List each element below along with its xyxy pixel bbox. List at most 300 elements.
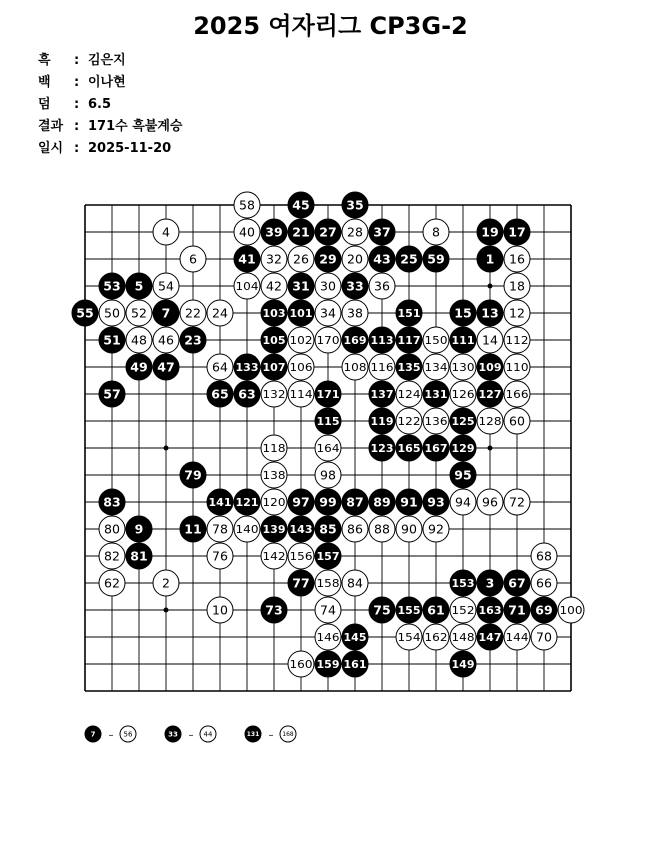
- white-stone: [342, 219, 368, 245]
- move-number: 165: [397, 442, 421, 455]
- black-stone: [450, 570, 476, 596]
- move-number: 129: [451, 442, 475, 455]
- white-stone: [234, 273, 260, 299]
- move-number: 156: [289, 550, 313, 563]
- black-stone: [477, 570, 503, 596]
- black-stone: [342, 327, 368, 353]
- black-stone: [531, 597, 557, 623]
- move-number: 144: [505, 631, 529, 644]
- black-stone: [99, 381, 125, 407]
- move-number: 120: [262, 496, 286, 509]
- move-number: 131: [424, 388, 448, 401]
- white-stone: [261, 273, 287, 299]
- black-stone: [450, 651, 476, 677]
- white-stone: [504, 246, 530, 272]
- black-stone: [126, 354, 152, 380]
- black-stone: [423, 435, 449, 461]
- move-number: 112: [505, 334, 529, 347]
- move-number: 48: [131, 332, 147, 348]
- black-stone: [261, 597, 287, 623]
- move-number: 85: [319, 521, 337, 537]
- black-stone: [234, 246, 260, 272]
- move-number: 12: [509, 305, 525, 321]
- move-number: 98: [320, 467, 336, 483]
- black-stone: [423, 246, 449, 272]
- white-stone: [288, 246, 314, 272]
- black-stone: [234, 381, 260, 407]
- info-sep: :: [74, 97, 80, 112]
- black-stone: [396, 435, 422, 461]
- white-stone: [423, 219, 449, 245]
- legend-separator: –: [188, 730, 194, 741]
- legend-item: [165, 726, 216, 742]
- move-number: 169: [343, 334, 367, 347]
- black-stone: [99, 273, 125, 299]
- move-number: 145: [343, 631, 367, 644]
- move-number: 39: [265, 224, 283, 240]
- move-number: 27: [319, 224, 337, 240]
- black-stone: [261, 327, 287, 353]
- move-number: 116: [370, 361, 394, 374]
- move-number: 78: [212, 521, 228, 537]
- move-number: 68: [536, 548, 552, 564]
- move-number: 7: [161, 305, 171, 321]
- black-stone: [396, 246, 422, 272]
- white-stone: [280, 726, 296, 742]
- move-number: 16: [509, 251, 525, 267]
- move-number: 64: [212, 359, 228, 375]
- white-stone: [315, 327, 341, 353]
- move-number: 49: [130, 359, 148, 375]
- white-stone: [288, 543, 314, 569]
- white-stone: [153, 570, 179, 596]
- move-number: 130: [451, 361, 475, 374]
- white-stone: [342, 570, 368, 596]
- move-number: 21: [292, 224, 310, 240]
- move-number: 72: [509, 494, 525, 510]
- black-stone: [423, 489, 449, 515]
- white-stone: [315, 624, 341, 650]
- black-stone: [180, 462, 206, 488]
- move-number: 113: [370, 334, 394, 347]
- white-stone: [99, 300, 125, 326]
- white-stone: [450, 597, 476, 623]
- move-number: 6: [189, 251, 197, 267]
- black-stone: [207, 381, 233, 407]
- black-stone: [261, 516, 287, 542]
- black-stone: [369, 597, 395, 623]
- white-stone: [153, 219, 179, 245]
- move-number: 47: [157, 359, 175, 375]
- move-number: 97: [292, 494, 310, 510]
- white-stone: [504, 300, 530, 326]
- move-legend: [85, 726, 296, 742]
- white-stone: [200, 726, 216, 742]
- move-number: 137: [370, 388, 394, 401]
- move-number: 161: [343, 658, 367, 671]
- move-number: 152: [451, 604, 475, 617]
- move-number: 146: [316, 631, 340, 644]
- black-stone: [504, 597, 530, 623]
- move-number: 154: [397, 631, 421, 644]
- move-number: 56: [123, 730, 133, 739]
- move-number: 110: [505, 361, 529, 374]
- move-number: 125: [451, 415, 475, 428]
- star-point: [164, 608, 169, 613]
- move-number: 36: [374, 278, 390, 294]
- move-number: 32: [266, 251, 282, 267]
- white-stone: [342, 354, 368, 380]
- white-stone: [261, 462, 287, 488]
- move-number: 124: [397, 388, 421, 401]
- move-number: 73: [265, 602, 283, 618]
- move-number: 19: [481, 224, 499, 240]
- white-stone: [423, 327, 449, 353]
- move-number: 99: [319, 494, 337, 510]
- move-number: 101: [289, 307, 313, 320]
- move-number: 86: [347, 521, 363, 537]
- white-stone: [234, 516, 260, 542]
- black-stone: [126, 543, 152, 569]
- black-stone: [261, 300, 287, 326]
- white-stone: [423, 516, 449, 542]
- move-number: 45: [292, 197, 310, 213]
- move-number: 119: [370, 415, 394, 428]
- white-stone: [450, 381, 476, 407]
- white-stone: [504, 624, 530, 650]
- move-number: 105: [262, 334, 286, 347]
- white-stone: [450, 354, 476, 380]
- black-stone: [153, 354, 179, 380]
- move-number: 83: [103, 494, 121, 510]
- move-number: 94: [455, 494, 471, 510]
- black-stone: [180, 327, 206, 353]
- black-stone: [261, 354, 287, 380]
- white-stone: [99, 516, 125, 542]
- black-stone: [396, 327, 422, 353]
- move-number: 136: [424, 415, 448, 428]
- move-number: 166: [505, 388, 529, 401]
- white-stone: [207, 354, 233, 380]
- info-value-black-player: 김은지: [88, 53, 126, 68]
- move-number: 123: [370, 442, 394, 455]
- move-number: 171: [316, 388, 340, 401]
- move-number: 114: [289, 388, 313, 401]
- move-number: 150: [424, 334, 448, 347]
- black-stone: [99, 327, 125, 353]
- move-number: 89: [373, 494, 391, 510]
- white-stone: [126, 300, 152, 326]
- legend-separator: –: [268, 730, 274, 741]
- white-stone: [207, 543, 233, 569]
- move-number: 167: [424, 442, 448, 455]
- move-number: 55: [76, 305, 94, 321]
- move-number: 115: [316, 415, 340, 428]
- move-number: 93: [427, 494, 445, 510]
- black-stone: [477, 300, 503, 326]
- black-stone: [504, 570, 530, 596]
- move-number: 9: [134, 521, 144, 537]
- info-sep: :: [74, 141, 80, 156]
- move-number: 121: [235, 496, 259, 509]
- move-number: 76: [212, 548, 228, 564]
- move-number: 50: [104, 305, 120, 321]
- black-stone: [450, 408, 476, 434]
- move-number: 61: [427, 602, 445, 618]
- move-number: 117: [397, 334, 421, 347]
- move-number: 30: [320, 278, 336, 294]
- black-stone: [396, 597, 422, 623]
- black-stone: [369, 435, 395, 461]
- white-stone: [396, 624, 422, 650]
- move-number: 40: [239, 224, 255, 240]
- white-stone: [369, 354, 395, 380]
- black-stone: [234, 354, 260, 380]
- move-number: 82: [104, 548, 120, 564]
- black-stone: [369, 408, 395, 434]
- white-stone: [342, 300, 368, 326]
- move-number: 60: [509, 413, 525, 429]
- move-number: 106: [289, 361, 313, 374]
- white-stone: [288, 327, 314, 353]
- black-stone: [245, 726, 261, 742]
- black-stone: [342, 624, 368, 650]
- move-number: 8: [432, 224, 440, 240]
- move-number: 162: [424, 631, 448, 644]
- white-stone: [504, 327, 530, 353]
- white-stone: [99, 543, 125, 569]
- move-number: 74: [320, 602, 336, 618]
- move-number: 53: [103, 278, 121, 294]
- move-number: 102: [289, 334, 313, 347]
- white-stone: [288, 354, 314, 380]
- move-number: 31: [292, 278, 310, 294]
- move-number: 160: [289, 658, 313, 671]
- move-number: 28: [347, 224, 363, 240]
- move-number: 33: [346, 278, 364, 294]
- move-number: 153: [451, 577, 475, 590]
- white-stone: [342, 516, 368, 542]
- black-stone: [423, 597, 449, 623]
- move-number: 87: [346, 494, 364, 510]
- move-number: 41: [238, 251, 256, 267]
- move-number: 43: [373, 251, 391, 267]
- white-stone: [315, 435, 341, 461]
- white-stone: [261, 543, 287, 569]
- move-number: 149: [451, 658, 475, 671]
- move-number: 88: [374, 521, 390, 537]
- white-stone: [504, 273, 530, 299]
- black-stone: [315, 651, 341, 677]
- black-stone: [369, 327, 395, 353]
- white-stone: [477, 408, 503, 434]
- white-stone: [423, 624, 449, 650]
- info-value-date: 2025-11-20: [88, 141, 172, 156]
- move-number: 111: [451, 334, 475, 347]
- white-stone: [315, 273, 341, 299]
- move-number: 13: [481, 305, 499, 321]
- move-number: 157: [316, 550, 340, 563]
- white-stone: [450, 489, 476, 515]
- move-number: 65: [211, 386, 229, 402]
- white-stone: [207, 516, 233, 542]
- move-number: 52: [131, 305, 147, 321]
- black-stone: [342, 489, 368, 515]
- black-stone: [126, 516, 152, 542]
- white-stone: [558, 597, 584, 623]
- white-stone: [369, 516, 395, 542]
- move-number: 96: [482, 494, 498, 510]
- move-number: 155: [397, 604, 421, 617]
- black-stone: [450, 462, 476, 488]
- white-stone: [369, 273, 395, 299]
- move-number: 139: [262, 523, 286, 536]
- white-stone: [531, 624, 557, 650]
- move-number: 24: [212, 305, 228, 321]
- white-stone: [396, 408, 422, 434]
- white-stone: [261, 381, 287, 407]
- black-stone: [342, 273, 368, 299]
- white-stone: [504, 354, 530, 380]
- black-stone: [477, 624, 503, 650]
- info-value-result: 171수 흑불계승: [88, 119, 183, 134]
- move-number: 77: [292, 575, 310, 591]
- black-stone: [315, 543, 341, 569]
- move-number: 34: [320, 305, 336, 321]
- white-stone: [207, 300, 233, 326]
- black-stone: [288, 192, 314, 218]
- move-number: 148: [451, 631, 475, 644]
- legend-item: [85, 726, 136, 742]
- move-number: 22: [185, 305, 201, 321]
- white-stone: [531, 543, 557, 569]
- move-number: 163: [478, 604, 502, 617]
- white-stone: [120, 726, 136, 742]
- white-stone: [315, 462, 341, 488]
- move-number: 91: [400, 494, 418, 510]
- info-sep: :: [74, 75, 80, 90]
- black-stone: [450, 300, 476, 326]
- move-number: 17: [508, 224, 526, 240]
- move-number: 164: [316, 442, 340, 455]
- info-key: 일시: [38, 141, 64, 156]
- move-number: 33: [168, 730, 178, 739]
- stones: [72, 192, 584, 677]
- black-stone: [477, 381, 503, 407]
- move-number: 51: [103, 332, 121, 348]
- white-stone: [504, 489, 530, 515]
- black-stone: [165, 726, 181, 742]
- black-stone: [288, 516, 314, 542]
- move-number: 147: [478, 631, 502, 644]
- white-stone: [315, 597, 341, 623]
- black-stone: [342, 192, 368, 218]
- info-key: 결과: [38, 119, 64, 134]
- black-stone: [369, 489, 395, 515]
- black-stone: [396, 489, 422, 515]
- white-stone: [234, 192, 260, 218]
- black-stone: [315, 408, 341, 434]
- move-number: 107: [262, 361, 286, 374]
- black-stone: [315, 381, 341, 407]
- white-stone: [234, 219, 260, 245]
- move-number: 14: [482, 332, 498, 348]
- move-number: 57: [103, 386, 121, 402]
- black-stone: [477, 246, 503, 272]
- info-sep: :: [74, 119, 80, 134]
- move-number: 122: [397, 415, 421, 428]
- move-number: 63: [238, 386, 256, 402]
- black-stone: [180, 516, 206, 542]
- move-number: 71: [508, 602, 526, 618]
- move-number: 15: [454, 305, 472, 321]
- move-number: 103: [262, 307, 286, 320]
- white-stone: [504, 408, 530, 434]
- black-stone: [99, 489, 125, 515]
- move-number: 109: [478, 361, 502, 374]
- black-stone: [477, 219, 503, 245]
- move-number: 104: [235, 280, 259, 293]
- move-number: 5: [134, 278, 144, 294]
- move-number: 108: [343, 361, 367, 374]
- move-number: 131: [246, 731, 260, 739]
- black-stone: [504, 219, 530, 245]
- white-stone: [477, 489, 503, 515]
- black-stone: [288, 300, 314, 326]
- white-stone: [423, 408, 449, 434]
- white-stone: [396, 381, 422, 407]
- legend-separator: –: [108, 730, 114, 741]
- move-number: 126: [451, 388, 475, 401]
- move-number: 92: [428, 521, 444, 537]
- black-stone: [288, 273, 314, 299]
- black-stone: [450, 435, 476, 461]
- white-stone: [261, 489, 287, 515]
- move-number: 10: [212, 602, 228, 618]
- move-number: 75: [373, 602, 391, 618]
- move-number: 35: [346, 197, 364, 213]
- move-number: 1: [485, 251, 495, 267]
- white-stone: [99, 570, 125, 596]
- move-number: 18: [509, 278, 525, 294]
- move-number: 70: [536, 629, 552, 645]
- move-number: 29: [319, 251, 337, 267]
- white-stone: [261, 435, 287, 461]
- black-stone: [315, 219, 341, 245]
- move-number: 84: [347, 575, 363, 591]
- white-stone: [180, 300, 206, 326]
- move-number: 7: [90, 730, 96, 739]
- move-number: 59: [427, 251, 445, 267]
- move-number: 151: [397, 307, 421, 320]
- move-number: 26: [293, 251, 309, 267]
- move-number: 142: [262, 550, 286, 563]
- white-stone: [504, 381, 530, 407]
- move-number: 81: [130, 548, 148, 564]
- legend-item: [245, 726, 296, 742]
- white-stone: [288, 651, 314, 677]
- move-number: 90: [401, 521, 417, 537]
- black-stone: [396, 354, 422, 380]
- white-stone: [423, 354, 449, 380]
- info-key: 백: [38, 75, 51, 90]
- white-stone: [288, 381, 314, 407]
- move-number: 170: [316, 334, 340, 347]
- info-value-white-player: 이나현: [88, 75, 126, 90]
- black-stone: [396, 300, 422, 326]
- white-stone: [450, 624, 476, 650]
- move-number: 138: [262, 469, 286, 482]
